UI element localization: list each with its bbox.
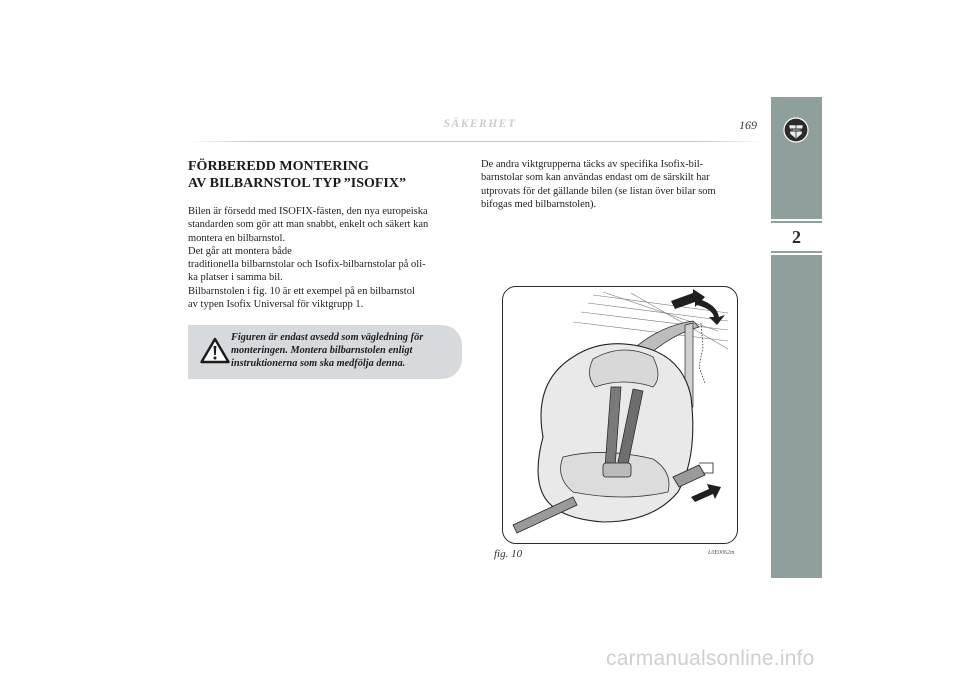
figure-frame bbox=[502, 286, 738, 544]
figure-code: L0E0062m bbox=[708, 550, 735, 556]
section-body bbox=[188, 205, 462, 311]
right-column-text bbox=[481, 158, 759, 211]
warning-line: instruktionerna som ska medfölja denna. bbox=[231, 358, 406, 369]
direction-arrow-top-icon bbox=[671, 289, 705, 309]
section-heading bbox=[188, 158, 468, 192]
tether-hook-chain bbox=[699, 323, 705, 383]
body-line: traditionella bilbarnstolar och Isofix-bilbarnstolar på oli- bbox=[188, 259, 426, 271]
direction-arrow-bottom-icon bbox=[691, 484, 721, 502]
body-line: av typen Isofix Universal för viktgrupp 1. bbox=[188, 299, 364, 311]
chapter-number: 2 bbox=[792, 226, 801, 247]
page-number: 169 bbox=[739, 118, 757, 132]
warning-line: monteringen. Montera bilbarnstolen enligt bbox=[231, 345, 413, 356]
right-column-line: utprovats för det gällande bilen (se listan över bilar som bbox=[481, 185, 716, 197]
section-heading-line: FÖRBEREDD MONTERING bbox=[188, 159, 369, 174]
seat-headrest bbox=[589, 350, 658, 387]
lancia-logo-text: LANCIA bbox=[791, 129, 801, 132]
header-rule bbox=[188, 141, 764, 142]
harness-buckle bbox=[603, 463, 631, 477]
body-line: Bilbarnstolen i fig. 10 är ett exempel på en bilbarnstol bbox=[188, 285, 415, 297]
warning-line: Figuren är endast avsedd som vägledning för bbox=[231, 332, 424, 343]
chapter-side-tab bbox=[771, 97, 822, 578]
body-line: ka platser i samma bil. bbox=[188, 272, 283, 284]
right-column-line: bifogas med bilbarnstolen). bbox=[481, 198, 597, 210]
section-heading-line: AV BILBARNSTOL TYP ”ISOFIX” bbox=[188, 176, 406, 191]
right-column-line: De andra viktgrupperna täcks av specifika Isofix-bil- bbox=[481, 159, 704, 170]
isofix-child-seat-illustration bbox=[503, 287, 737, 543]
body-line: Bilen är försedd med ISOFIX-fästen, den nya europeiska bbox=[188, 206, 428, 217]
figure-caption: fig. 10 bbox=[494, 548, 523, 560]
lancia-logo-icon bbox=[783, 117, 809, 143]
warning-box bbox=[188, 325, 462, 379]
body-line: standarden som gör att man snabbt, enkelt och säkert kan bbox=[188, 219, 429, 231]
warning-text bbox=[231, 331, 457, 370]
tab-divider-bottom bbox=[771, 253, 822, 255]
right-column-line: barnstolar som kan användas endast om de särskilt har bbox=[481, 172, 710, 184]
body-line: montera en bilbarnstol. bbox=[188, 232, 286, 244]
watermark: carmanualsonline.info bbox=[606, 647, 815, 670]
body-line: Det går att montera både bbox=[188, 245, 292, 257]
header-title: SÄKERHET bbox=[443, 118, 517, 130]
tab-divider-top bbox=[771, 219, 822, 221]
warning-triangle-icon bbox=[200, 337, 230, 364]
chapter-number-box bbox=[771, 223, 822, 251]
